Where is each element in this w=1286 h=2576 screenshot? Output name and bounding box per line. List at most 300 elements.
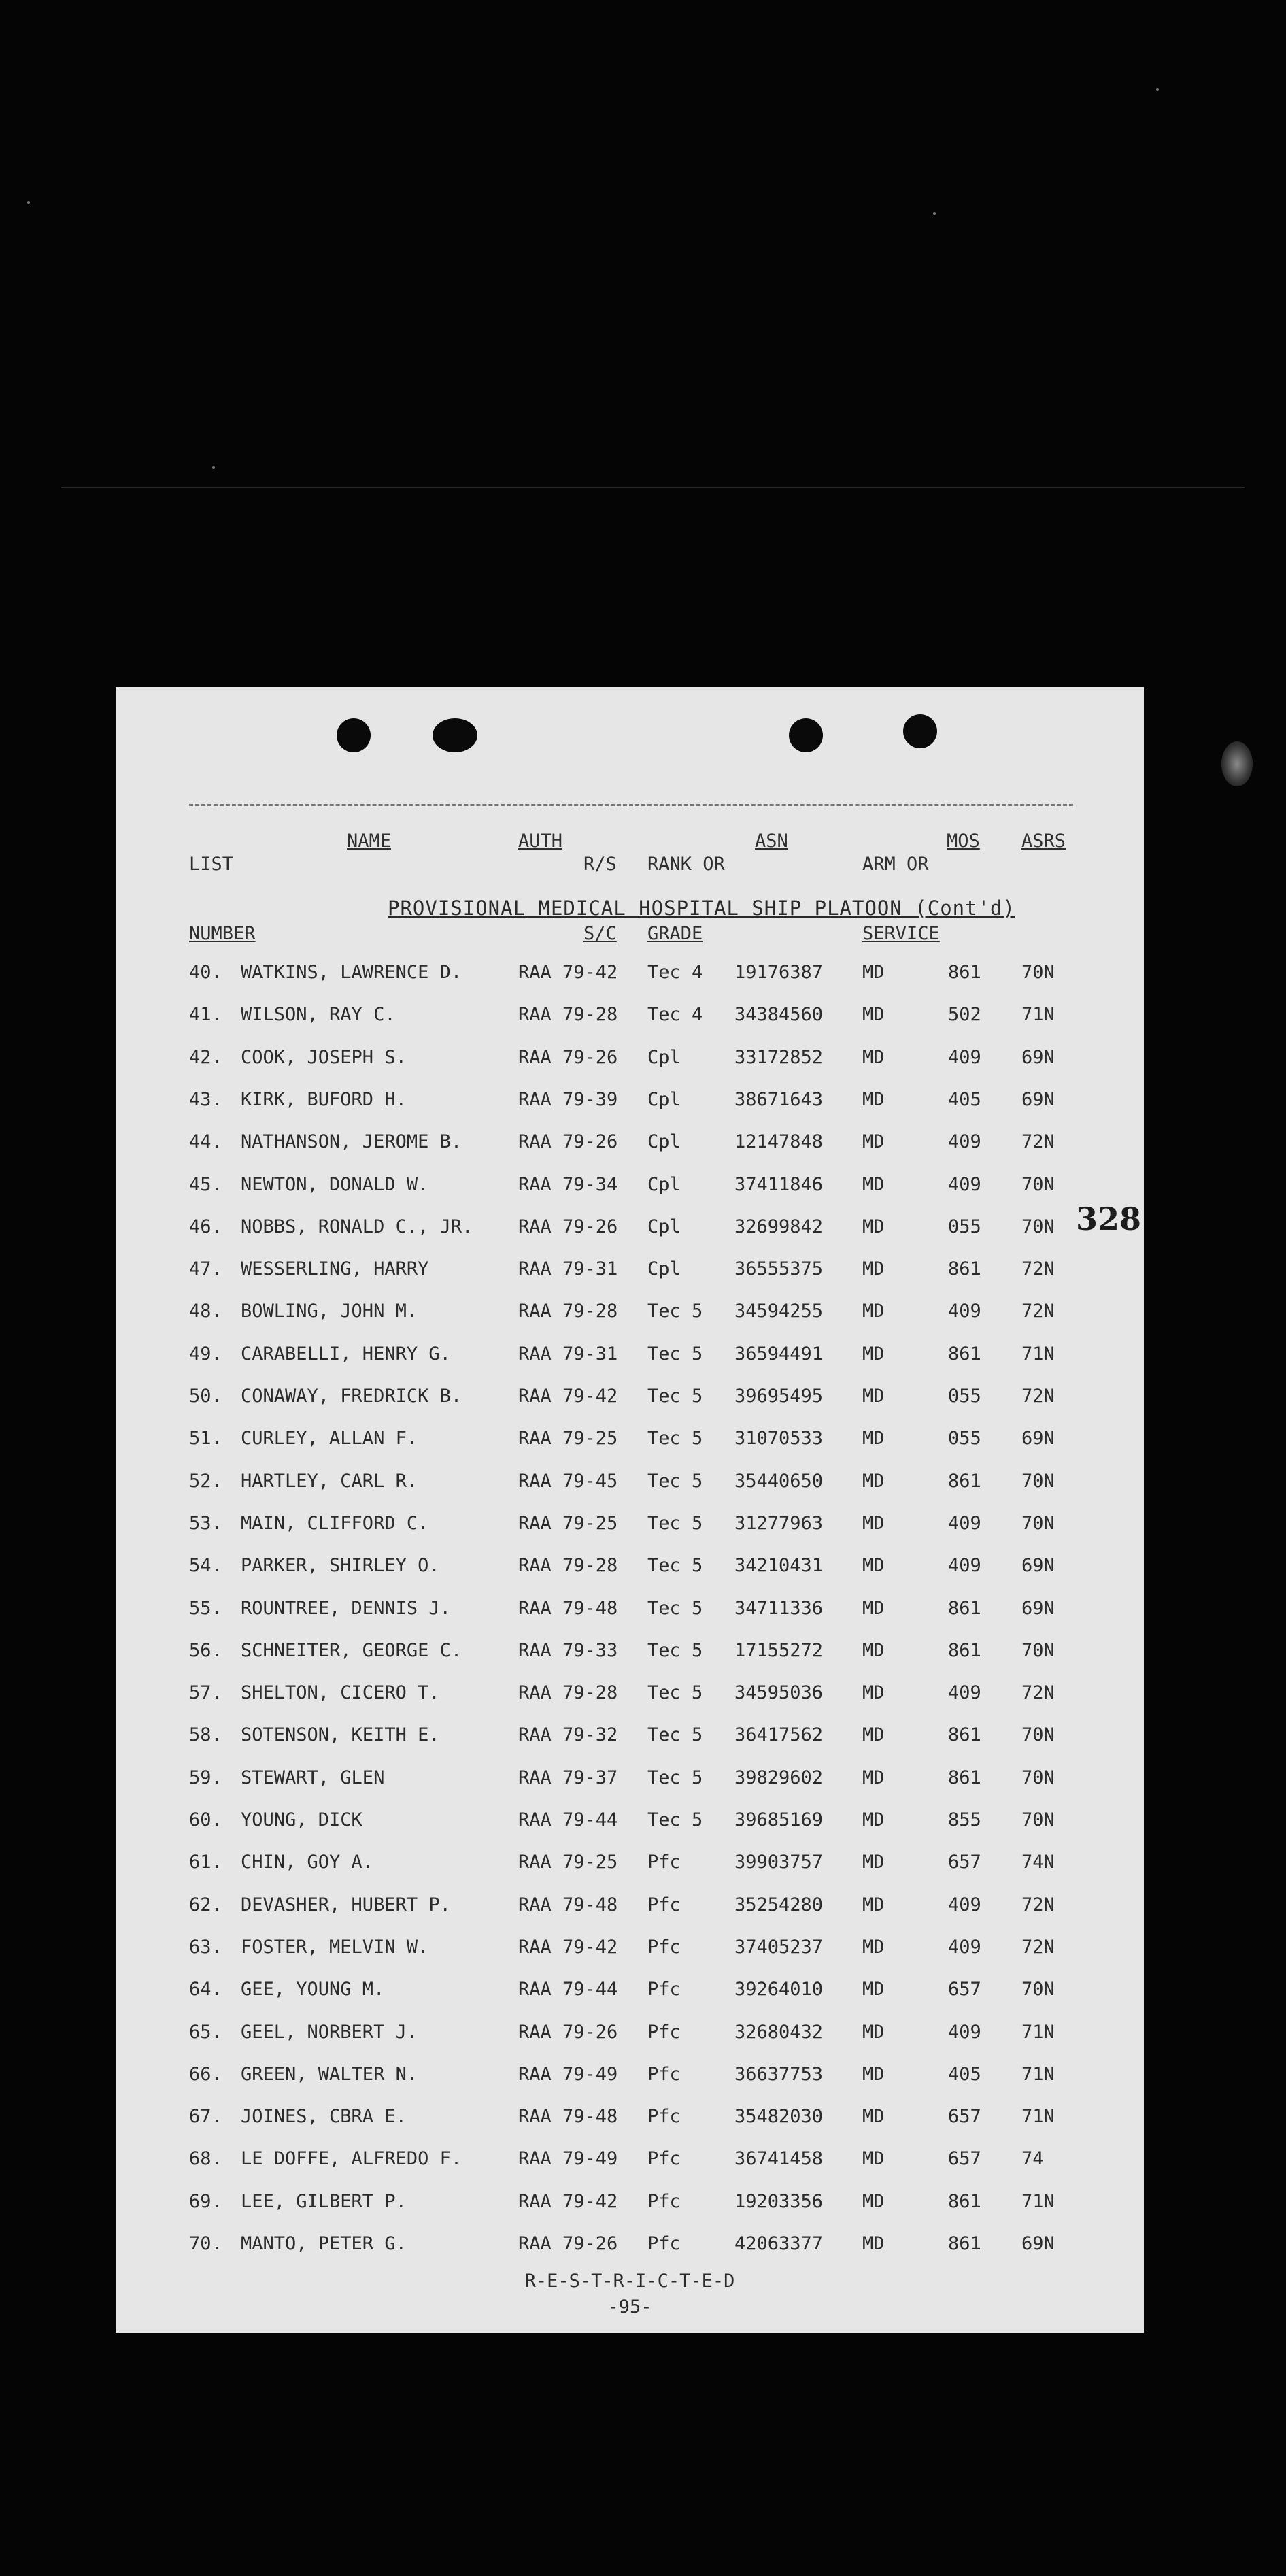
asn: 35440650: [734, 1471, 824, 1492]
authority: RAA 79-48: [518, 1598, 618, 1619]
arm-service: MD: [862, 1767, 885, 1788]
document-page: [116, 687, 1144, 2333]
rank-grade: Tec 5: [647, 1513, 703, 1534]
row-number: 52.: [189, 1471, 222, 1492]
roster-row: [116, 2145, 1144, 2173]
arm-service: MD: [862, 1216, 885, 1237]
asrs: 70N: [1021, 1767, 1055, 1788]
section-title: PROVISIONAL MEDICAL HOSPITAL SHIP PLATOON (Cont'd): [388, 897, 1015, 920]
asrs: 69N: [1021, 1598, 1055, 1619]
asn: 36555375: [734, 1258, 824, 1279]
mos: 409: [948, 1894, 981, 1916]
rank-grade: Pfc: [647, 2022, 681, 2043]
roster-row: [116, 1044, 1144, 1071]
authority: RAA 79-44: [518, 1979, 618, 2000]
mos: 855: [948, 1809, 981, 1830]
rank-grade: Cpl: [647, 1131, 681, 1152]
soldier-name: ROUNTREE, DENNIS J.: [241, 1598, 451, 1619]
row-number: 57.: [189, 1682, 222, 1703]
soldier-name: GEE, YOUNG M.: [241, 1979, 385, 2000]
row-number: 54.: [189, 1555, 222, 1576]
asrs: 74: [1021, 2148, 1044, 2169]
soldier-name: MAIN, CLIFFORD C.: [241, 1513, 429, 1534]
arm-service: MD: [862, 1513, 885, 1534]
arm-service: MD: [862, 1386, 885, 1407]
asrs: 69N: [1021, 1089, 1055, 1110]
asrs: 69N: [1021, 1555, 1055, 1576]
asrs: 72N: [1021, 1131, 1055, 1152]
mos: 861: [948, 1598, 981, 1619]
row-number: 40.: [189, 962, 222, 983]
header-rs-line1: R/S: [583, 854, 617, 875]
row-number: 48.: [189, 1301, 222, 1322]
asrs: 72N: [1021, 1682, 1055, 1703]
asn: 35254280: [734, 1894, 824, 1916]
mos: 861: [948, 1640, 981, 1661]
arm-service: MD: [862, 1258, 885, 1279]
soldier-name: NOBBS, RONALD C., JR.: [241, 1216, 473, 1237]
asn: 35482030: [734, 2106, 824, 2127]
authority: RAA 79-42: [518, 962, 618, 983]
rank-grade: Pfc: [647, 1894, 681, 1916]
rank-grade: Pfc: [647, 1852, 681, 1873]
roster-row: [116, 1722, 1144, 1749]
asn: 36637753: [734, 2064, 824, 2085]
authority: RAA 79-49: [518, 2148, 618, 2169]
authority: RAA 79-31: [518, 1258, 618, 1279]
arm-service: MD: [862, 1894, 885, 1916]
row-number: 56.: [189, 1640, 222, 1661]
rank-grade: Tec 5: [647, 1471, 703, 1492]
rank-grade: Tec 5: [647, 1343, 703, 1365]
roster-row: [116, 1468, 1144, 1495]
asn: 34711336: [734, 1598, 824, 1619]
header-mos: MOS: [947, 831, 980, 852]
roster-row: [116, 1637, 1144, 1665]
row-number: 41.: [189, 1004, 222, 1025]
arm-service: MD: [862, 2148, 885, 2169]
asrs: 71N: [1021, 2022, 1055, 2043]
authority: RAA 79-45: [518, 1471, 618, 1492]
roster-row: [116, 1976, 1144, 2003]
roster-row: [116, 1510, 1144, 1537]
arm-service: MD: [862, 1428, 885, 1449]
rank-grade: Cpl: [647, 1089, 681, 1110]
rank-grade: Pfc: [647, 2064, 681, 2085]
rank-grade: Pfc: [647, 1979, 681, 2000]
header-name: NAME: [347, 831, 392, 852]
row-number: 66.: [189, 2064, 222, 2085]
authority: RAA 79-26: [518, 1047, 618, 1068]
arm-service: MD: [862, 1598, 885, 1619]
mos: 657: [948, 1979, 981, 2000]
row-number: 63.: [189, 1937, 222, 1958]
mos: 861: [948, 1343, 981, 1365]
arm-service: MD: [862, 1004, 885, 1025]
rank-grade: Cpl: [647, 1047, 681, 1068]
rank-grade: Tec 4: [647, 962, 703, 983]
scan-speck: [27, 201, 30, 204]
rank-grade: Cpl: [647, 1258, 681, 1279]
rank-grade: Tec 5: [647, 1386, 703, 1407]
soldier-name: FOSTER, MELVIN W.: [241, 1937, 429, 1958]
arm-service: MD: [862, 1809, 885, 1830]
mos: 861: [948, 1258, 981, 1279]
authority: RAA 79-48: [518, 1894, 618, 1916]
mos: 409: [948, 1047, 981, 1068]
mos: 055: [948, 1216, 981, 1237]
arm-service: MD: [862, 1174, 885, 1195]
asn: 17155272: [734, 1640, 824, 1661]
soldier-name: CONAWAY, FREDRICK B.: [241, 1386, 462, 1407]
asn: 36594491: [734, 1343, 824, 1365]
asn: 34594255: [734, 1301, 824, 1322]
roster-row: [116, 2188, 1144, 2215]
mos: 657: [948, 1852, 981, 1873]
arm-service: MD: [862, 2106, 885, 2127]
soldier-name: DEVASHER, HUBERT P.: [241, 1894, 451, 1916]
row-number: 69.: [189, 2191, 222, 2212]
header-list-line1: LIST: [189, 854, 234, 875]
soldier-name: PARKER, SHIRLEY O.: [241, 1555, 440, 1576]
row-number: 47.: [189, 1258, 222, 1279]
arm-service: MD: [862, 2191, 885, 2212]
punch-hole: [789, 718, 823, 752]
arm-service: MD: [862, 1640, 885, 1661]
asn: 34210431: [734, 1555, 824, 1576]
authority: RAA 79-25: [518, 1513, 618, 1534]
authority: RAA 79-28: [518, 1682, 618, 1703]
rank-grade: Tec 4: [647, 1004, 703, 1025]
arm-service: MD: [862, 2064, 885, 2085]
soldier-name: MANTO, PETER G.: [241, 2233, 407, 2254]
row-number: 51.: [189, 1428, 222, 1449]
punch-hole: [903, 714, 937, 748]
mos: 409: [948, 1555, 981, 1576]
arm-service: MD: [862, 1724, 885, 1745]
header-number-line2: NUMBER: [189, 923, 256, 944]
roster-row: [116, 1383, 1144, 1410]
mos: 405: [948, 2064, 981, 2085]
roster-row: [116, 2061, 1144, 2088]
asn: 34384560: [734, 1004, 824, 1025]
header-grade-line2: GRADE: [647, 923, 703, 944]
row-number: 49.: [189, 1343, 222, 1365]
classification-footer: R-E-S-T-R-I-C-T-E-D: [524, 2271, 735, 2292]
light-glare: [1221, 741, 1253, 786]
soldier-name: SHELTON, CICERO T.: [241, 1682, 440, 1703]
soldier-name: CARABELLI, HENRY G.: [241, 1343, 451, 1365]
row-number: 60.: [189, 1809, 222, 1830]
row-number: 45.: [189, 1174, 222, 1195]
soldier-name: CHIN, GOY A.: [241, 1852, 374, 1873]
asrs: 72N: [1021, 1937, 1055, 1958]
asrs: 69N: [1021, 1047, 1055, 1068]
soldier-name: SOTENSON, KEITH E.: [241, 1724, 440, 1745]
authority: RAA 79-26: [518, 1216, 618, 1237]
mos: 409: [948, 2022, 981, 2043]
soldier-name: LEE, GILBERT P.: [241, 2191, 407, 2212]
mos: 409: [948, 1937, 981, 1958]
roster-row: [116, 1298, 1144, 1325]
asrs: 70N: [1021, 962, 1055, 983]
roster-row: [116, 1001, 1144, 1028]
authority: RAA 79-31: [518, 1343, 618, 1365]
row-number: 70.: [189, 2233, 222, 2254]
rank-grade: Tec 5: [647, 1809, 703, 1830]
mos: 055: [948, 1386, 981, 1407]
asn: 36417562: [734, 1724, 824, 1745]
mos: 502: [948, 1004, 981, 1025]
roster-row: [116, 959, 1144, 986]
row-number: 50.: [189, 1386, 222, 1407]
asn: 39695495: [734, 1386, 824, 1407]
arm-service: MD: [862, 1301, 885, 1322]
row-number: 65.: [189, 2022, 222, 2043]
row-number: 53.: [189, 1513, 222, 1534]
authority: RAA 79-26: [518, 1131, 618, 1152]
soldier-name: GEEL, NORBERT J.: [241, 2022, 418, 2043]
authority: RAA 79-48: [518, 2106, 618, 2127]
rank-grade: Cpl: [647, 1174, 681, 1195]
asrs: 71N: [1021, 2191, 1055, 2212]
asrs: 70N: [1021, 1809, 1055, 1830]
row-number: 58.: [189, 1724, 222, 1745]
arm-service: MD: [862, 1852, 885, 1873]
row-number: 44.: [189, 1131, 222, 1152]
roster-row: [116, 1595, 1144, 1622]
authority: RAA 79-42: [518, 1386, 618, 1407]
roster-row: [116, 1679, 1144, 1707]
asn: 39829602: [734, 1767, 824, 1788]
roster-row: [116, 1807, 1144, 1834]
asrs: 71N: [1021, 1004, 1055, 1025]
header-rule: [189, 804, 1073, 806]
asn: 33172852: [734, 1047, 824, 1068]
mos: 409: [948, 1682, 981, 1703]
asrs: 71N: [1021, 1343, 1055, 1365]
asn: 31277963: [734, 1513, 824, 1534]
soldier-name: SCHNEITER, GEORGE C.: [241, 1640, 462, 1661]
authority: RAA 79-39: [518, 1089, 618, 1110]
soldier-name: COOK, JOSEPH S.: [241, 1047, 407, 1068]
authority: RAA 79-25: [518, 1852, 618, 1873]
mos: 409: [948, 1301, 981, 1322]
asrs: 74N: [1021, 1852, 1055, 1873]
authority: RAA 79-26: [518, 2233, 618, 2254]
authority: RAA 79-49: [518, 2064, 618, 2085]
roster-row: [116, 1341, 1144, 1368]
roster-row: [116, 1934, 1144, 1961]
scan-speck: [1156, 88, 1159, 91]
arm-service: MD: [862, 2233, 885, 2254]
rank-grade: Tec 5: [647, 1724, 703, 1745]
soldier-name: JOINES, CBRA E.: [241, 2106, 407, 2127]
asn: 38671643: [734, 1089, 824, 1110]
arm-service: MD: [862, 962, 885, 983]
roster-row: [116, 1171, 1144, 1199]
roster-row: [116, 1086, 1144, 1114]
soldier-name: GREEN, WALTER N.: [241, 2064, 418, 2085]
mos: 405: [948, 1089, 981, 1110]
mos: 657: [948, 2148, 981, 2169]
authority: RAA 79-28: [518, 1301, 618, 1322]
row-number: 68.: [189, 2148, 222, 2169]
authority: RAA 79-25: [518, 1428, 618, 1449]
arm-service: MD: [862, 1131, 885, 1152]
soldier-name: WILSON, RAY C.: [241, 1004, 396, 1025]
header-service-line2: SERVICE: [862, 923, 940, 944]
asn: 37405237: [734, 1937, 824, 1958]
roster-row: [116, 1764, 1144, 1792]
authority: RAA 79-37: [518, 1767, 618, 1788]
asn: 42063377: [734, 2233, 824, 2254]
soldier-name: BOWLING, JOHN M.: [241, 1301, 418, 1322]
asrs: 70N: [1021, 1724, 1055, 1745]
asrs: 70N: [1021, 1471, 1055, 1492]
asn: 39685169: [734, 1809, 824, 1830]
roster-row: [116, 1849, 1144, 1876]
header-sc-line2: S/C: [583, 923, 617, 944]
authority: RAA 79-28: [518, 1004, 618, 1025]
mos: 055: [948, 1428, 981, 1449]
asrs: 71N: [1021, 2106, 1055, 2127]
page-number: -95-: [607, 2296, 652, 2318]
header-rank-line1: RANK OR: [647, 854, 725, 875]
asrs: 72N: [1021, 1258, 1055, 1279]
arm-service: MD: [862, 2022, 885, 2043]
scan-speck: [933, 212, 936, 215]
soldier-name: NEWTON, DONALD W.: [241, 1174, 429, 1195]
mos: 861: [948, 2233, 981, 2254]
arm-service: MD: [862, 1047, 885, 1068]
arm-service: MD: [862, 1555, 885, 1576]
asrs: 70N: [1021, 1979, 1055, 2000]
arm-service: MD: [862, 1343, 885, 1365]
asn: 34595036: [734, 1682, 824, 1703]
row-number: 43.: [189, 1089, 222, 1110]
rank-grade: Pfc: [647, 2191, 681, 2212]
roster-row: [116, 1892, 1144, 1919]
asrs: 70N: [1021, 1640, 1055, 1661]
side-number: 328: [1076, 1201, 1142, 1237]
roster-row: [116, 1128, 1144, 1156]
soldier-name: WESSERLING, HARRY: [241, 1258, 429, 1279]
mos: 409: [948, 1513, 981, 1534]
asrs: 72N: [1021, 1894, 1055, 1916]
row-number: 64.: [189, 1979, 222, 2000]
arm-service: MD: [862, 1937, 885, 1958]
roster-row: [116, 1256, 1144, 1283]
authority: RAA 79-34: [518, 1174, 618, 1195]
header-asrs: ASRS: [1021, 831, 1066, 852]
punch-hole: [337, 718, 371, 752]
row-number: 55.: [189, 1598, 222, 1619]
mos: 409: [948, 1131, 981, 1152]
authority: RAA 79-42: [518, 2191, 618, 2212]
roster-row: [116, 2103, 1144, 2130]
authority: RAA 79-44: [518, 1809, 618, 1830]
asrs: 72N: [1021, 1386, 1055, 1407]
authority: RAA 79-32: [518, 1724, 618, 1745]
arm-service: MD: [862, 1471, 885, 1492]
rank-grade: Tec 5: [647, 1640, 703, 1661]
authority: RAA 79-33: [518, 1640, 618, 1661]
asrs: 72N: [1021, 1301, 1055, 1322]
rank-grade: Tec 5: [647, 1598, 703, 1619]
asn: 39903757: [734, 1852, 824, 1873]
row-number: 67.: [189, 2106, 222, 2127]
mos: 409: [948, 1174, 981, 1195]
asrs: 70N: [1021, 1174, 1055, 1195]
mos: 861: [948, 962, 981, 983]
arm-service: MD: [862, 1979, 885, 2000]
soldier-name: WATKINS, LAWRENCE D.: [241, 962, 462, 983]
row-number: 46.: [189, 1216, 222, 1237]
mos: 657: [948, 2106, 981, 2127]
asn: 31070533: [734, 1428, 824, 1449]
rank-grade: Pfc: [647, 1937, 681, 1958]
scan-speck: [212, 466, 215, 469]
rank-grade: Tec 5: [647, 1428, 703, 1449]
authority: RAA 79-26: [518, 2022, 618, 2043]
soldier-name: CURLEY, ALLAN F.: [241, 1428, 418, 1449]
asn: 36741458: [734, 2148, 824, 2169]
soldier-name: YOUNG, DICK: [241, 1809, 362, 1830]
asn: 39264010: [734, 1979, 824, 2000]
soldier-name: LE DOFFE, ALFREDO F.: [241, 2148, 462, 2169]
asn: 19203356: [734, 2191, 824, 2212]
asrs: 69N: [1021, 2233, 1055, 2254]
rank-grade: Tec 5: [647, 1767, 703, 1788]
mos: 861: [948, 2191, 981, 2212]
rank-grade: Tec 5: [647, 1301, 703, 1322]
header-arm-line1: ARM OR: [862, 854, 929, 875]
rank-grade: Pfc: [647, 2106, 681, 2127]
soldier-name: KIRK, BUFORD H.: [241, 1089, 407, 1110]
asn: 32680432: [734, 2022, 824, 2043]
roster-row: [116, 2230, 1144, 2258]
soldier-name: HARTLEY, CARL R.: [241, 1471, 418, 1492]
mos: 861: [948, 1724, 981, 1745]
row-number: 42.: [189, 1047, 222, 1068]
soldier-name: STEWART, GLEN: [241, 1767, 385, 1788]
rank-grade: Pfc: [647, 2233, 681, 2254]
roster-row: [116, 1425, 1144, 1452]
row-number: 59.: [189, 1767, 222, 1788]
asn: 12147848: [734, 1131, 824, 1152]
rank-grade: Pfc: [647, 2148, 681, 2169]
header-auth: AUTH: [518, 831, 563, 852]
punch-hole: [433, 718, 477, 752]
roster-row: [116, 1214, 1144, 1241]
header-asn: ASN: [755, 831, 788, 852]
asrs: 71N: [1021, 2064, 1055, 2085]
rank-grade: Tec 5: [647, 1555, 703, 1576]
authority: RAA 79-42: [518, 1937, 618, 1958]
rank-grade: Cpl: [647, 1216, 681, 1237]
rank-grade: Tec 5: [647, 1682, 703, 1703]
asrs: 69N: [1021, 1428, 1055, 1449]
authority: RAA 79-28: [518, 1555, 618, 1576]
roster-row: [116, 2019, 1144, 2046]
asrs: 70N: [1021, 1513, 1055, 1534]
row-number: 62.: [189, 1894, 222, 1916]
asn: 32699842: [734, 1216, 824, 1237]
mos: 861: [948, 1471, 981, 1492]
asn: 19176387: [734, 962, 824, 983]
arm-service: MD: [862, 1682, 885, 1703]
